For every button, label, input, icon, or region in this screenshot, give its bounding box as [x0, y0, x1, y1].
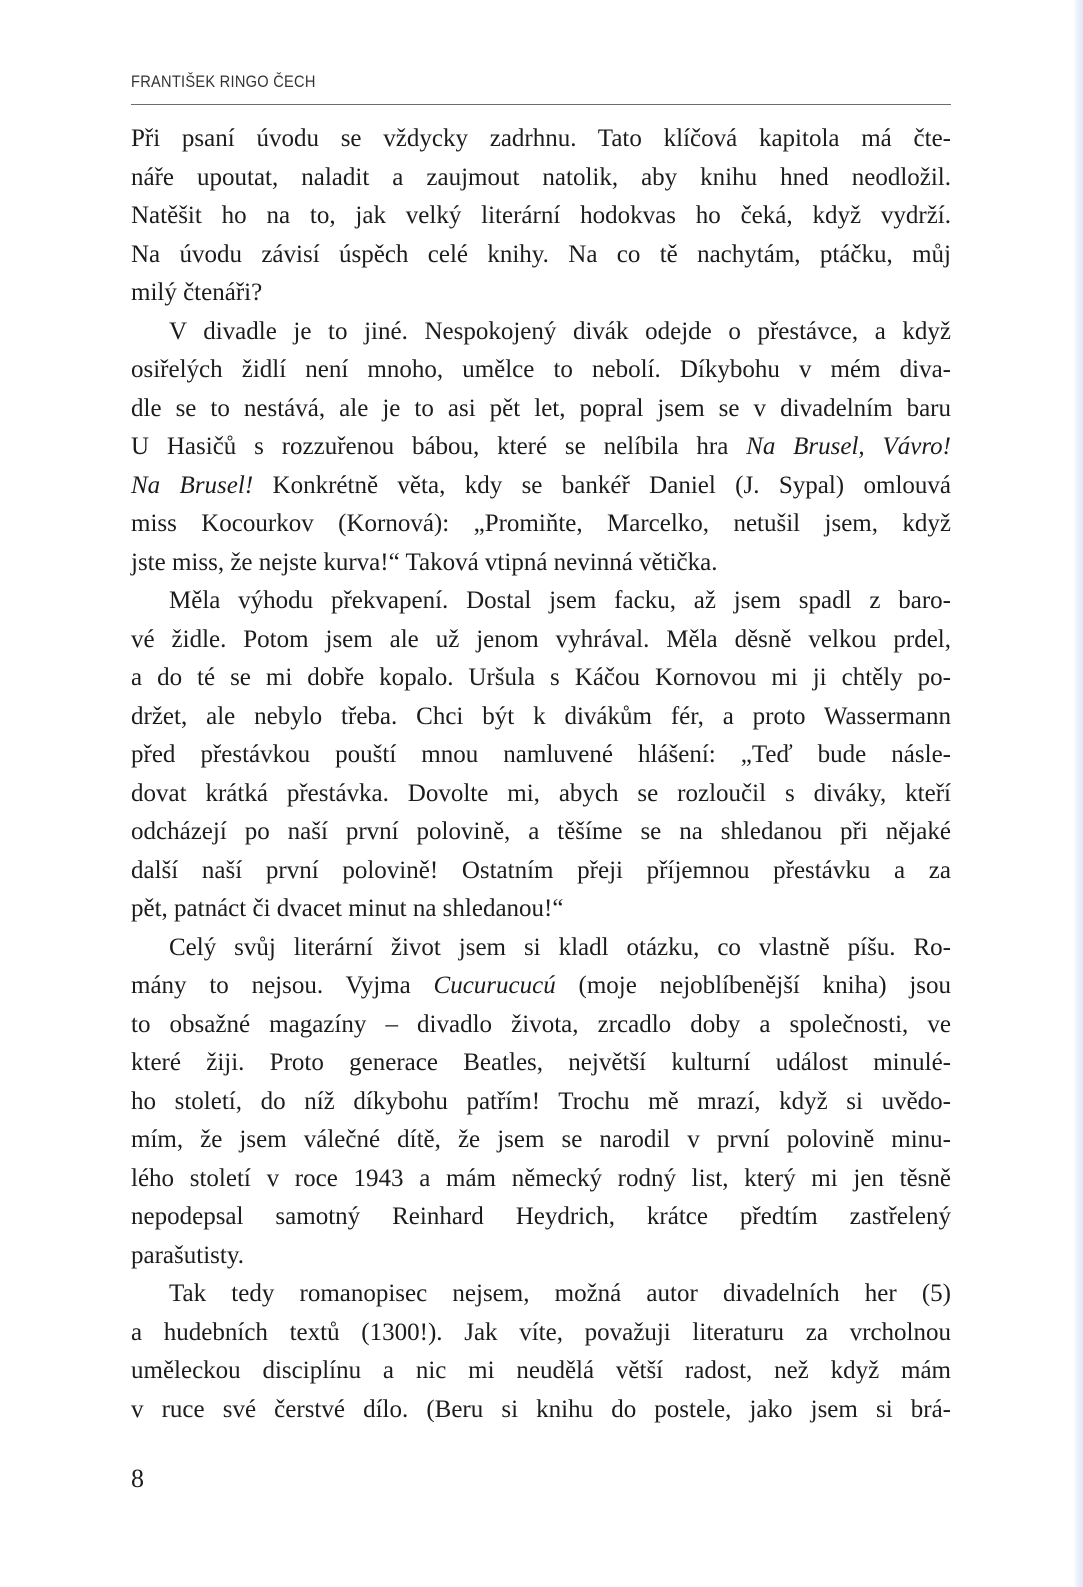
text-line: Natěšit ho na to, jak velký literární hodokvas ho čeká, když vydrží.: [131, 202, 951, 229]
italic-title: Cucurucucú: [433, 972, 556, 999]
text-line: milý čtenáři?: [131, 279, 263, 306]
text-line: a hudebních textů (1300!). Jak víte, považuji literaturu za vrcholnou: [131, 1318, 951, 1346]
text-line: Na Brusel! Konkrétně věta, kdy se bankéř Daniel (J. Sypal) omlouvá: [131, 471, 951, 499]
header-divider: [131, 104, 951, 105]
text-line: dovat krátká přestávka. Dovolte mi, abych se rozloučil s diváky, kteří: [131, 779, 951, 807]
text-line: ho století, do níž díkybohu patřím! Trochu mě mrazí, když si uvědo-: [131, 1087, 951, 1115]
text-line: nepodepsal samotný Reinhard Heydrich, krátce předtím zastřelený: [131, 1203, 951, 1230]
text-line: které žiji. Proto generace Beatles, největší kulturní událost minulé-: [131, 1049, 951, 1076]
italic-title: Na Brusel!: [131, 471, 254, 499]
text-line: Tak tedy romanopisec nejsem, možná autor divadelních her (5): [169, 1280, 951, 1307]
text-line: náře upoutat, naladit a zaujmout natolik, aby knihu hned neodložil.: [131, 163, 951, 191]
text-line: mím, že jsem válečné dítě, že jsem se narodil v první polovině minu-: [131, 1126, 951, 1153]
italic-title: Na Brusel, Vávro!: [746, 433, 951, 460]
text-line: jste miss, že nejste kurva!“ Taková vtipná nevinná větička.: [131, 548, 718, 576]
body-text: [131, 120, 951, 1429]
text-line: odcházejí po naší první polovině, a těšíme se na shledanou při nějaké: [131, 818, 951, 845]
text-line: dle se to nestává, ale je to asi pět let, popral jsem se v divadelním baru: [131, 394, 951, 422]
text-line: v ruce své čerstvé dílo. (Beru si knihu do postele, jako jsem si brá-: [131, 1395, 951, 1423]
page-edge-shadow: [1073, 0, 1083, 1587]
page-number: 8: [131, 1464, 144, 1493]
text-line: to obsažné magazíny – divadlo života, zrcadlo doby a společnosti, ve: [131, 1010, 951, 1038]
text-line: Na úvodu závisí úspěch celé knihy. Na co tě nachytám, ptáčku, můj: [131, 240, 951, 268]
text-line: U Hasičů s rozzuřenou bábou, které se nelíbila hra Na Brusel, Vávro!: [131, 433, 951, 460]
text-line: Měla výhodu překvapení. Dostal jsem facku, až jsem spadl z baro-: [169, 587, 951, 614]
text-line: držet, ale nebylo třeba. Chci být k divákům fér, a proto Wassermann: [131, 702, 951, 730]
text-line: před přestávkou pouští mnou namluvené hlášení: „Teď bude násle-: [131, 741, 951, 768]
text-line: pět, patnáct či dvacet minut na shledanou!“: [131, 895, 564, 922]
text-line: mány to nejsou. Vyjma Cucurucucú (moje nejoblíbenější kniha) jsou: [131, 972, 951, 999]
text-line: miss Kocourkov (Kornová): „Promiňte, Marcelko, netušil jsem, když: [131, 510, 951, 537]
running-header: FRANTIŠEK RINGO ČECH: [131, 72, 316, 91]
text-line: Celý svůj literární život jsem si kladl otázku, co vlastně píšu. Ro-: [169, 933, 951, 961]
text-line: parašutisty.: [131, 1241, 244, 1269]
text-line: a do té se mi dobře kopalo. Uršula s Káčou Kornovou mi ji chtěly po-: [131, 664, 951, 691]
text-line: osiřelých židlí není mnoho, umělce to nebolí. Díkybohu v mém diva-: [131, 356, 951, 383]
text-line: V divadle je to jiné. Nespokojený divák odejde o přestávce, a když: [169, 317, 951, 345]
text-line: vé židle. Potom jsem ale už jenom vyhrával. Měla děsně velkou prdel,: [131, 625, 951, 653]
text-line: další naší první polovině! Ostatním přeji příjemnou přestávku a za: [131, 856, 951, 884]
text-line: Při psaní úvodu se vždycky zadrhnu. Tato klíčová kapitola má čte-: [131, 125, 951, 152]
text-line: lého století v roce 1943 a mám německý rodný list, který mi jen těsně: [131, 1164, 951, 1192]
text-line: uměleckou disciplínu a nic mi neudělá větší radost, než když mám: [131, 1357, 951, 1384]
